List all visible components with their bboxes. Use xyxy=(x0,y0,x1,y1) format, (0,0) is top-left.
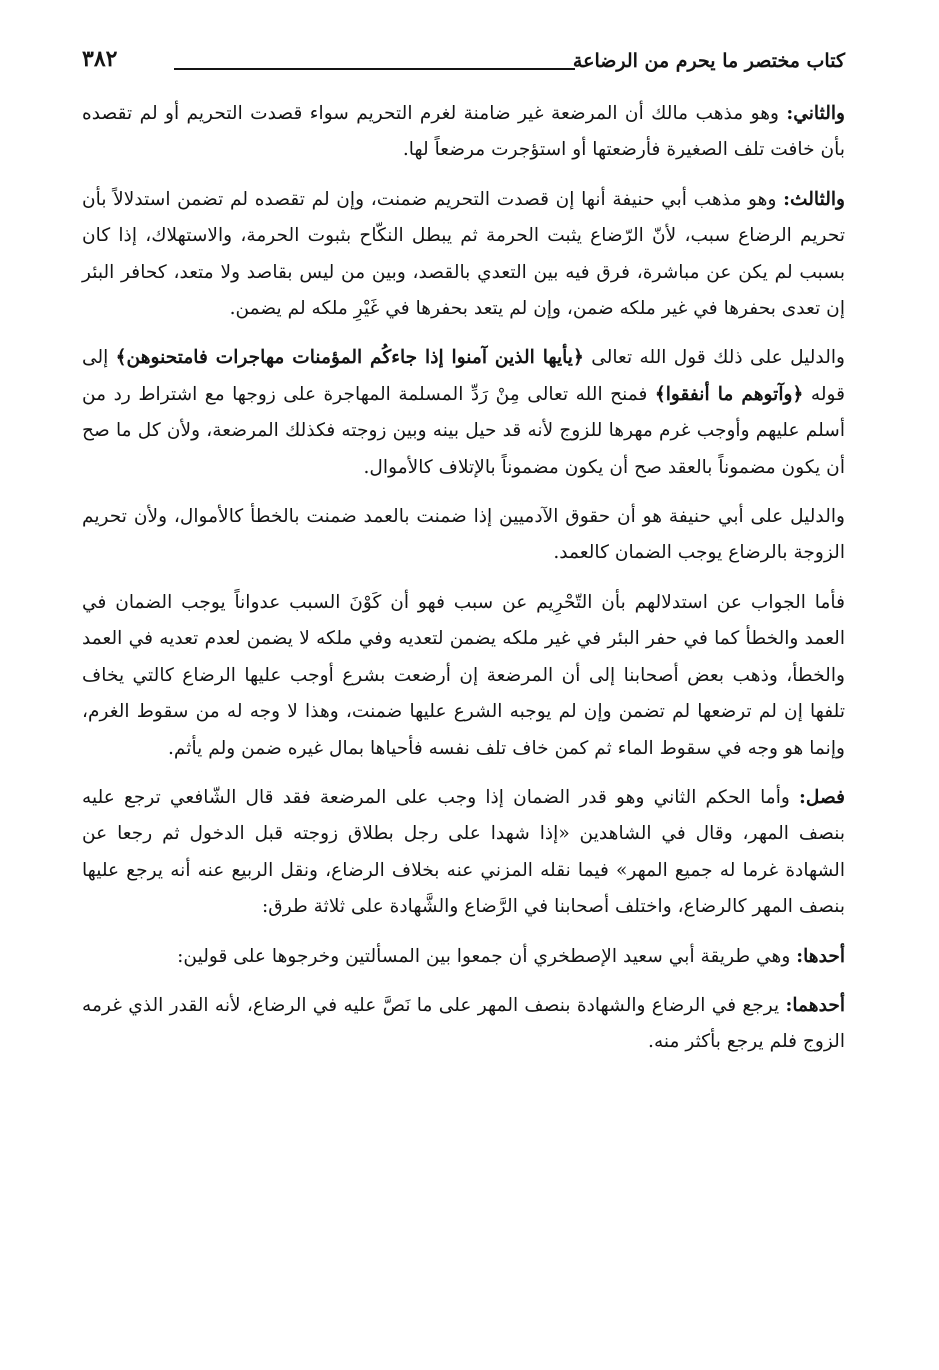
quran-quote: ﴿يأيها الذين آمنوا إذا جاءكُم المؤمنات مهاجرات فامتحنوهن﴾ xyxy=(115,347,584,369)
paragraph-lead: والثاني: xyxy=(786,103,845,124)
header-rule xyxy=(174,68,575,70)
paragraph-text: فمنح الله تعالى مِنْ رَدِّ المسلمة المهاجرة على زوجها مع اشتراط رد من أسلم عليهم وأوجب غرم مهرها للزوج لأنه قد حيل بينه وبين زوجته فكذلك المرضعة، ولأن كل ما صح أن يكون مضموناً بالعقد صح أن يكون مضموناً بالإتلاف كالأموال. xyxy=(82,383,845,478)
paragraph-lead: أحدهما: xyxy=(785,994,845,1016)
paragraph-text: والدليل على ذلك قول الله تعالى xyxy=(583,347,845,369)
paragraph-section xyxy=(82,780,845,926)
page-number: ٣٨٢ xyxy=(82,46,118,72)
paragraph-text: وهو مذهب أبي حنيفة أنها إن قصدت التحريم ضمنت، وإن لم تقصده لم تضمن استدلالاً بأن تحريم الرضاع سبب، لأنّ الرّضاع يثبت الحرمة ثم يبطل النكّاح بثبوت الحرمة، والاستهلاك، إذا كان بسبب لم يكن عن مباشرة، فرق فيه بين التعدي بالقصد، وبين من ليس بقاصد ولا متعد، كحافر البئر إن تعدى بحفرها في غير ملكه ضمن، وإن لم يتعد بحفرها في غَيْرِ ملكه لم يضمن. xyxy=(82,188,845,320)
paragraph-evidence-abu-hanifa xyxy=(82,499,845,572)
paragraph-text: وهي طريقة أبي سعيد الإصطخري أن جمعوا بين المسألتين وخرجوها على قولين: xyxy=(177,945,797,967)
paragraph-second-view xyxy=(82,96,845,169)
page-body xyxy=(82,96,845,1074)
paragraph-lead: والثالث: xyxy=(783,188,845,210)
quran-quote: ﴿وآتوهم ما أنفقوا﴾ xyxy=(654,383,804,405)
paragraph-text: وهو مذهب مالك أن المرضعة غير ضامنة لغرم التحريم سواء قصدت التحريم أو لم تقصده بأن خافت تلف الصغيرة فأرضعتها أو استؤجرت مرضعاً لها. xyxy=(82,103,845,161)
paragraph-evidence xyxy=(82,340,845,486)
paragraph-text: فأما الجواب عن استدلالهم بأن التّحْرِيم عن سبب فهو أن كَوْنَ السبب عدواناً يوجب الضمان في العمد والخطأ كما في حفر البئر في غير ملكه يضمن لتعديه وفي ملكه لا يضمن لعدم تعديه في العمد والخطأ، وذهب بعض أصحابنا إلى أن المرضعة إن أرضعت بشرع أوجب عليها الرضاع كالتي يخاف تلفها إن لم ترضعها لم تضمن وإن لم يوجبه الشرع عليها ضمنت، وهذا لا وجه له من سقوط الغرم، وإنما هو وجه في سقوط الماء ثم كمن خاف تلف نفسه فأحياها بمال غيره ضمن ولم يأثم. xyxy=(82,591,845,759)
paragraph-lead: فصل: xyxy=(799,786,845,808)
paragraph-lead: أحدها: xyxy=(796,945,845,967)
paragraph-first-way xyxy=(82,939,845,975)
paragraph-text: والدليل على أبي حنيفة هو أن حقوق الآدميين إذا ضمنت بالعمد ضمنت بالخطأ كالأموال، ولأن تحريم الزوجة بالرضاع يوجب الضمان كالعمد. xyxy=(82,506,845,564)
paragraph-text: يرجع في الرضاع والشهادة بنصف المهر على ما نَصَّ عليه في الرضاع، لأنه القدر الذي غرمه الزوج فلم يرجع بأكثر منه. xyxy=(82,994,845,1053)
page-header xyxy=(82,44,845,84)
paragraph-answer xyxy=(82,585,845,767)
running-title: كتاب مختصر ما يحرم من الرضاعة xyxy=(572,50,845,72)
paragraph-text: إلى قوله xyxy=(82,347,845,405)
paragraph-first-opinion xyxy=(82,988,845,1061)
paragraph-text: وأما الحكم الثاني وهو قدر الضمان إذا وجب على المرضعة فقد قال الشّافعي ترجع عليه بنصف المهر، وقال في الشاهدين «إذا شهدا على رجل بطلاق زوجته قبل الدخول ثم رجعا عن الشهادة غرما له جميع المهر» فيما نقله المزني عنه بخلاف الرضاع، ونقل الربيع عنه أنه يرجع عليها بنصف المهر كالرضاع، واختلف أصحابنا في الرَّضاع والشَّهادة على ثلاثة طرق: xyxy=(82,786,845,918)
paragraph-third-view xyxy=(82,182,845,328)
